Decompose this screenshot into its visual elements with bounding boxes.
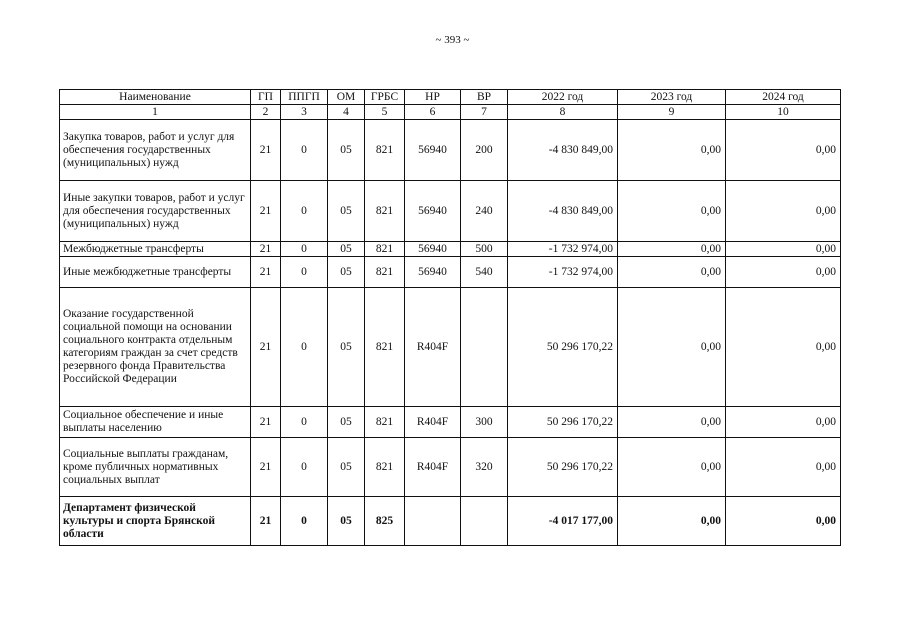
year-2022-cell: 50 296 170,22 [508,407,618,438]
ppgp-cell: 0 [281,497,328,546]
year-2024-cell: 0,00 [726,181,841,242]
om-cell: 05 [328,257,365,288]
column-number-cell: 2 [251,105,281,120]
year-2022-cell: 50 296 170,22 [508,438,618,497]
nr-cell: 56940 [405,181,461,242]
gp-cell: 21 [251,181,281,242]
year-2022-cell: -1 732 974,00 [508,242,618,257]
grbs-cell: 825 [365,497,405,546]
row-name-cell: Департамент физической культуры и спорта Брянской области [60,497,251,546]
nr-cell [405,497,461,546]
gp-cell: 21 [251,257,281,288]
year-2022-cell: -4 830 849,00 [508,120,618,181]
nr-cell: 56940 [405,120,461,181]
nr-cell: 56940 [405,242,461,257]
grbs-cell: 821 [365,242,405,257]
ppgp-cell: 0 [281,288,328,407]
table-row [60,242,841,257]
gp-cell: 21 [251,438,281,497]
year-2023-cell: 0,00 [618,407,726,438]
year-2023-cell: 0,00 [618,242,726,257]
ppgp-cell: 0 [281,242,328,257]
grbs-cell: 821 [365,407,405,438]
grbs-cell: 821 [365,120,405,181]
year-2024-cell: 0,00 [726,257,841,288]
header-cell: 2023 год [618,90,726,105]
nr-cell: R404F [405,407,461,438]
table-row [60,181,841,242]
ppgp-cell: 0 [281,407,328,438]
header-cell: Наименование [60,90,251,105]
grbs-cell: 821 [365,438,405,497]
year-2022-cell: -1 732 974,00 [508,257,618,288]
header-cell: ВР [461,90,508,105]
year-2023-cell: 0,00 [618,288,726,407]
gp-cell: 21 [251,497,281,546]
year-2023-cell: 0,00 [618,181,726,242]
table-row [60,120,841,181]
year-2023-cell: 0,00 [618,120,726,181]
column-number-cell: 4 [328,105,365,120]
column-number-row [60,105,841,120]
table-row [60,288,841,407]
ppgp-cell: 0 [281,438,328,497]
row-name-cell: Социальное обеспечение и иные выплаты населению [60,407,251,438]
header-cell: ОМ [328,90,365,105]
budget-table [59,89,841,546]
column-number-cell: 1 [60,105,251,120]
year-2024-cell: 0,00 [726,288,841,407]
year-2022-cell: -4 017 177,00 [508,497,618,546]
year-2024-cell: 0,00 [726,242,841,257]
row-name-cell: Закупка товаров, работ и услуг для обеспечения государственных (муниципальных) нужд [60,120,251,181]
year-2024-cell: 0,00 [726,120,841,181]
grbs-cell: 821 [365,181,405,242]
table-row [60,257,841,288]
om-cell: 05 [328,120,365,181]
vr-cell: 500 [461,242,508,257]
gp-cell: 21 [251,407,281,438]
column-number-cell: 7 [461,105,508,120]
page-number: ~ 393 ~ [435,34,470,46]
header-cell: 2022 год [508,90,618,105]
vr-cell [461,288,508,407]
vr-cell: 240 [461,181,508,242]
ppgp-cell: 0 [281,120,328,181]
nr-cell: R404F [405,288,461,407]
header-cell: ППГП [281,90,328,105]
year-2023-cell: 0,00 [618,438,726,497]
year-2022-cell: -4 830 849,00 [508,181,618,242]
table-row [60,407,841,438]
om-cell: 05 [328,407,365,438]
nr-cell: 56940 [405,257,461,288]
header-row [60,90,841,105]
om-cell: 05 [328,288,365,407]
table-row [60,497,841,546]
header-cell: 2024 год [726,90,841,105]
year-2024-cell: 0,00 [726,497,841,546]
om-cell: 05 [328,242,365,257]
vr-cell: 300 [461,407,508,438]
header-cell: ГРБС [365,90,405,105]
year-2023-cell: 0,00 [618,257,726,288]
grbs-cell: 821 [365,288,405,407]
row-name-cell: Межбюджетные трансферты [60,242,251,257]
gp-cell: 21 [251,120,281,181]
om-cell: 05 [328,181,365,242]
column-number-cell: 10 [726,105,841,120]
row-name-cell: Оказание государственной социальной помощи на основании социального контракта отдельным категориям граждан за счет средств резервного фонда Правительства Российской Федерации [60,288,251,407]
year-2024-cell: 0,00 [726,407,841,438]
ppgp-cell: 0 [281,257,328,288]
column-number-cell: 6 [405,105,461,120]
vr-cell: 200 [461,120,508,181]
ppgp-cell: 0 [281,181,328,242]
gp-cell: 21 [251,288,281,407]
column-number-cell: 3 [281,105,328,120]
year-2023-cell: 0,00 [618,497,726,546]
grbs-cell: 821 [365,257,405,288]
table-row [60,438,841,497]
year-2024-cell: 0,00 [726,438,841,497]
row-name-cell: Иные закупки товаров, работ и услуг для обеспечения государственных (муниципальных) нужд [60,181,251,242]
column-number-cell: 5 [365,105,405,120]
om-cell: 05 [328,497,365,546]
year-2022-cell: 50 296 170,22 [508,288,618,407]
vr-cell [461,497,508,546]
row-name-cell: Социальные выплаты гражданам, кроме публичных нормативных социальных выплат [60,438,251,497]
vr-cell: 540 [461,257,508,288]
om-cell: 05 [328,438,365,497]
column-number-cell: 8 [508,105,618,120]
row-name-cell: Иные межбюджетные трансферты [60,257,251,288]
header-cell: НР [405,90,461,105]
vr-cell: 320 [461,438,508,497]
column-number-cell: 9 [618,105,726,120]
nr-cell: R404F [405,438,461,497]
header-cell: ГП [251,90,281,105]
gp-cell: 21 [251,242,281,257]
